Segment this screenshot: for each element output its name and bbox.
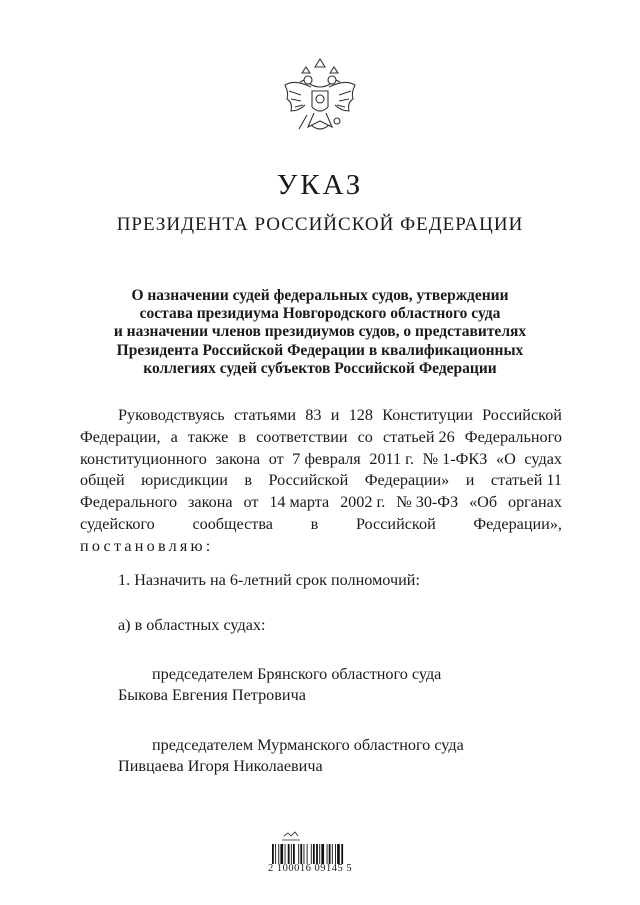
preamble-line (80, 536, 562, 558)
preamble-word: Федерации, (80, 427, 161, 446)
preamble-line (80, 449, 562, 471)
preamble-word: закона (188, 493, 233, 512)
barcode-icon (270, 830, 380, 882)
document-title: УКАЗ (276, 169, 364, 201)
preamble-word: юрисдикции (141, 471, 228, 490)
preamble-word: 128 (348, 406, 373, 424)
preamble-word: и (330, 406, 340, 424)
preamble-word: «Об (469, 493, 498, 512)
preamble-word: в (244, 471, 253, 490)
preamble-word: Федерального (80, 493, 178, 512)
appointment-position: председателем Мурманского областного суда (152, 736, 464, 754)
preamble-word: органах (507, 493, 562, 512)
preamble-word: 2011 г. (369, 449, 415, 468)
preamble-word: Российской (482, 406, 562, 424)
preamble-word: № 1-ФКЗ (422, 449, 488, 468)
preamble-word: общей (80, 471, 125, 490)
heading-line: и назначении членов президиумов судов, о представителях (113, 323, 527, 341)
appointment-name: Пивцаева Игоря Николаевича (118, 757, 323, 775)
preamble-word: соответствии (256, 427, 348, 446)
document-subtitle: ПРЕЗИДЕНТА РОССИЙСКОЙ ФЕДЕРАЦИИ (116, 214, 524, 235)
preamble-word: Российской (268, 471, 349, 490)
preamble-word: в (310, 514, 319, 533)
preamble-word: 14 марта (269, 493, 330, 512)
preamble-word: Федерации» (364, 471, 450, 490)
preamble-line (80, 470, 562, 492)
appointment-position: председателем Брянского областного суда (152, 665, 442, 683)
preamble-word: Конституции (382, 406, 473, 424)
preamble-word: статьей 11 (490, 471, 562, 490)
decree-verb: постановляю: (80, 536, 214, 555)
decree-heading (100, 287, 540, 378)
preamble-word: Федерации», (473, 514, 562, 533)
preamble-word: а (170, 427, 178, 446)
preamble-word: Руководствуясь (118, 406, 225, 424)
preamble-word: от (243, 493, 259, 512)
preamble-word: со (357, 427, 373, 446)
preamble-word: Федерального (464, 427, 562, 446)
preamble-word: статьей 26 (382, 427, 455, 446)
preamble-line (80, 514, 562, 536)
preamble-word: 83 (305, 406, 322, 424)
preamble-paragraph (80, 405, 562, 558)
paragraph-item-a: а) в областных судах: (118, 616, 266, 634)
preamble-line (80, 492, 562, 514)
preamble-word: сообщества (192, 514, 273, 533)
preamble-line (80, 405, 562, 427)
preamble-word: статьями (233, 406, 296, 424)
double-headed-eagle-emblem-icon (277, 53, 363, 147)
preamble-word: конституционного (80, 449, 207, 468)
preamble-line (80, 427, 562, 449)
preamble-word: судейского (80, 514, 155, 533)
preamble-word: от (268, 449, 284, 468)
paragraph-item-1: 1. Назначить на 6-летний срок полномочий: (118, 571, 420, 589)
preamble-word: судах (524, 449, 562, 468)
preamble-word: «О (495, 449, 516, 468)
preamble-word: Российской (355, 514, 436, 533)
appointment-name: Быкова Евгения Петровича (118, 686, 306, 704)
preamble-word: в (238, 427, 247, 446)
preamble-word: и (465, 471, 475, 490)
preamble-word: закона (215, 449, 261, 468)
preamble-word: 2002 г. (340, 493, 386, 512)
preamble-word: № 30-ФЗ (396, 493, 459, 512)
heading-line: Президента Российской Федерации в квалификационных (116, 341, 524, 359)
preamble-word: 7 февраля (292, 449, 361, 468)
heading-line: состава президиума Новгородского областного суда (139, 305, 501, 323)
barcode-number: 2 100016 09145 5 (268, 863, 353, 874)
heading-line: О назначении судей федеральных судов, утверждении (131, 287, 509, 304)
heading-line: коллегиях судей субъектов Российской Федерации (143, 359, 497, 377)
preamble-word: также (187, 427, 229, 446)
